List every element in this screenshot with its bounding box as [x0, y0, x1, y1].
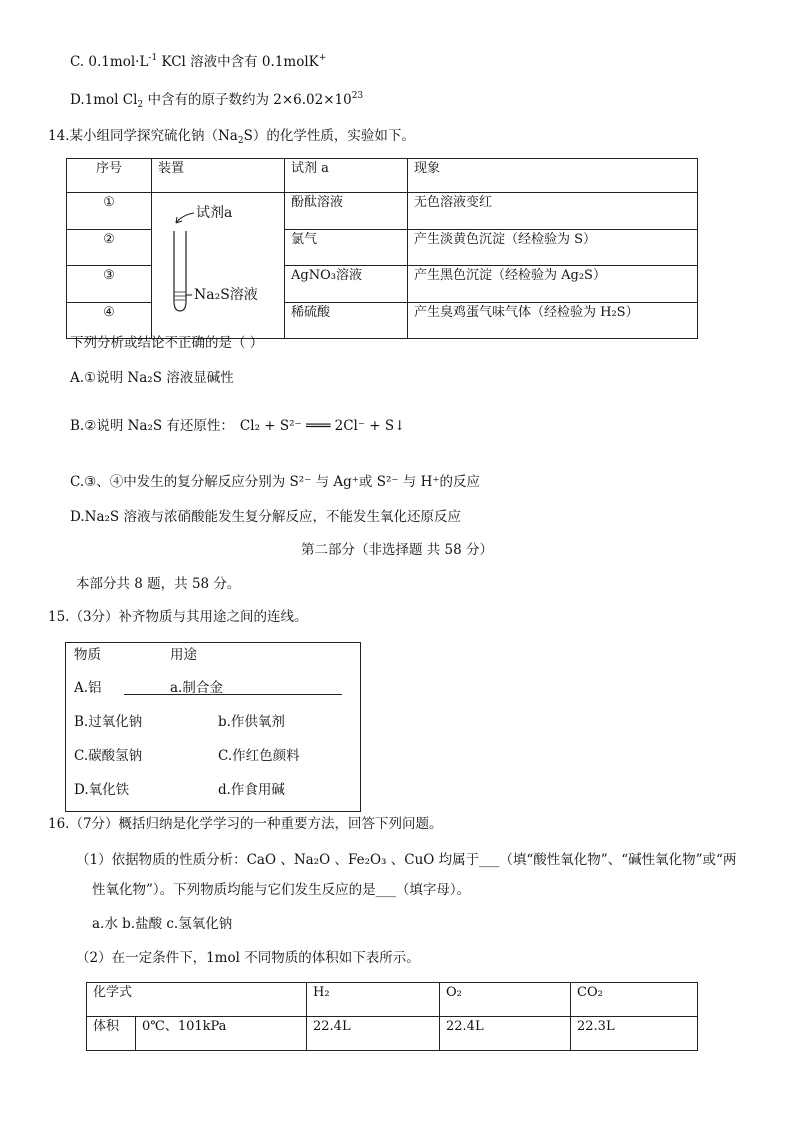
q14-question: 下列分析或结论不正确的是（ ）: [70, 335, 264, 351]
part2-note: 本部分共 8 题，共 58 分。: [76, 576, 241, 592]
q15-left-item: B.过氧化钠: [74, 714, 143, 730]
q14-option-b: B.②说明 Na₂S 有还原性： Cl₂ + S²⁻ ═══ 2Cl⁻ + S↓: [70, 418, 406, 434]
reagent-a-label: 试剂a: [196, 205, 233, 221]
solution-level-icon: [174, 292, 186, 300]
header-apparatus: 装置: [152, 159, 285, 193]
na2s-solution-label: Na₂S溶液: [194, 287, 258, 303]
q14-option-c: C.③、④中发生的复分解反应分别为 S²⁻ 与 Ag⁺或 S²⁻ 与 H⁺的反应: [70, 474, 480, 490]
cell-o2-volume: 22.4L: [440, 1017, 571, 1051]
header-number: 序号: [67, 159, 152, 193]
q15-head-left: 物质: [74, 647, 101, 663]
row-number: ②: [67, 229, 152, 266]
apparatus-cell: [152, 193, 285, 339]
row-number: ①: [67, 193, 152, 230]
header-h2: H₂: [307, 983, 440, 1017]
q16-stem: 16.（7分）概括归纳是化学学习的一种重要方法，回答下列问题。: [48, 816, 443, 832]
header-phenomenon: 现象: [408, 159, 698, 193]
cell-co2-volume: 22.3L: [571, 1017, 698, 1051]
q16-part1-line2: 性氧化物”）。下列物质均能与它们发生反应的是___（填字母）。: [92, 882, 471, 898]
part2-title: 第二部分（非选择题 共 58 分）: [300, 542, 494, 558]
q13-option-d: D.1mol $Cl_2$ 中含有的原子数约为 $2\times 6.02\times 10^{23}$: [70, 91, 364, 110]
cell-h2-volume: 22.4L: [307, 1017, 440, 1051]
q15-right-item: a.制合金: [170, 680, 223, 696]
header-co2: CO₂: [571, 983, 698, 1017]
q15-left-item: A.铝: [74, 680, 102, 696]
q15-right-item: C.作红色颜料: [218, 748, 300, 764]
q14-stem: 14.某小组同学探究硫化钠$(Na_2S)$的化学性质，实验如下。: [48, 128, 415, 146]
q15-stem: 15.（3分）补齐物质与其用途之间的连线。: [48, 609, 308, 625]
q15-left-item: C.碳酸氢钠: [74, 748, 143, 764]
row-number: ③: [67, 266, 152, 303]
row-phenomenon: 无色溶液变红: [408, 193, 698, 230]
q13-option-c: C. $0.1mol\cdot L^{-1}$ KCl 溶液中含有 0.1molK+: [70, 53, 327, 70]
row-phenomenon: 产生淡黄色沉淀（经检验为 S）: [408, 229, 698, 266]
row-condition: 0℃、101kPa: [136, 1017, 307, 1051]
row-reagent: 酚酞溶液: [285, 193, 408, 230]
row-label-volume: 体积: [87, 1017, 136, 1051]
header-formula: 化学式: [87, 983, 307, 1017]
row-phenomenon: 产生黑色沉淀（经检验为 Ag₂S）: [408, 266, 698, 303]
row-number: ④: [67, 302, 152, 339]
row-reagent: AgNO₃溶液: [285, 266, 408, 303]
q14-table: [66, 158, 698, 339]
q16-part2: （2）在一定条件下，1mol 不同物质的体积如下表所示。: [76, 950, 420, 966]
test-tube-icon: [174, 231, 186, 311]
q15-right-item: d.作食用碱: [218, 782, 285, 798]
q14-option-a: A.①说明 Na₂S 溶液显碱性: [70, 370, 234, 386]
q16-volume-table: [86, 982, 698, 1051]
q15-matching-box: [65, 642, 361, 812]
row-phenomenon: 产生臭鸡蛋气味气体（经检验为 H₂S）: [408, 302, 698, 339]
header-o2: O₂: [440, 983, 571, 1017]
q15-head-right: 用途: [170, 647, 197, 663]
q15-connecting-line: [124, 694, 342, 695]
q16-part1-line1: （1）依据物质的性质分析：CaO 、Na₂O 、Fe₂O₃ 、CuO 均属于___（填“酸性氧化物”、“碱性氧化物”或“两: [76, 852, 737, 868]
row-reagent: 氯气: [285, 229, 408, 266]
q15-right-item: b.作供氧剂: [218, 714, 285, 730]
q16-part1-options: a.水 b.盐酸 c.氢氧化钠: [92, 916, 233, 932]
row-reagent: 稀硫酸: [285, 302, 408, 339]
dropper-arrow-icon: [176, 213, 194, 223]
q14-option-d: D.Na₂S 溶液与浓硝酸能发生复分解反应，不能发生氧化还原反应: [70, 509, 461, 525]
q15-left-item: D.氧化铁: [74, 782, 130, 798]
header-reagent: 试剂 a: [285, 159, 408, 193]
